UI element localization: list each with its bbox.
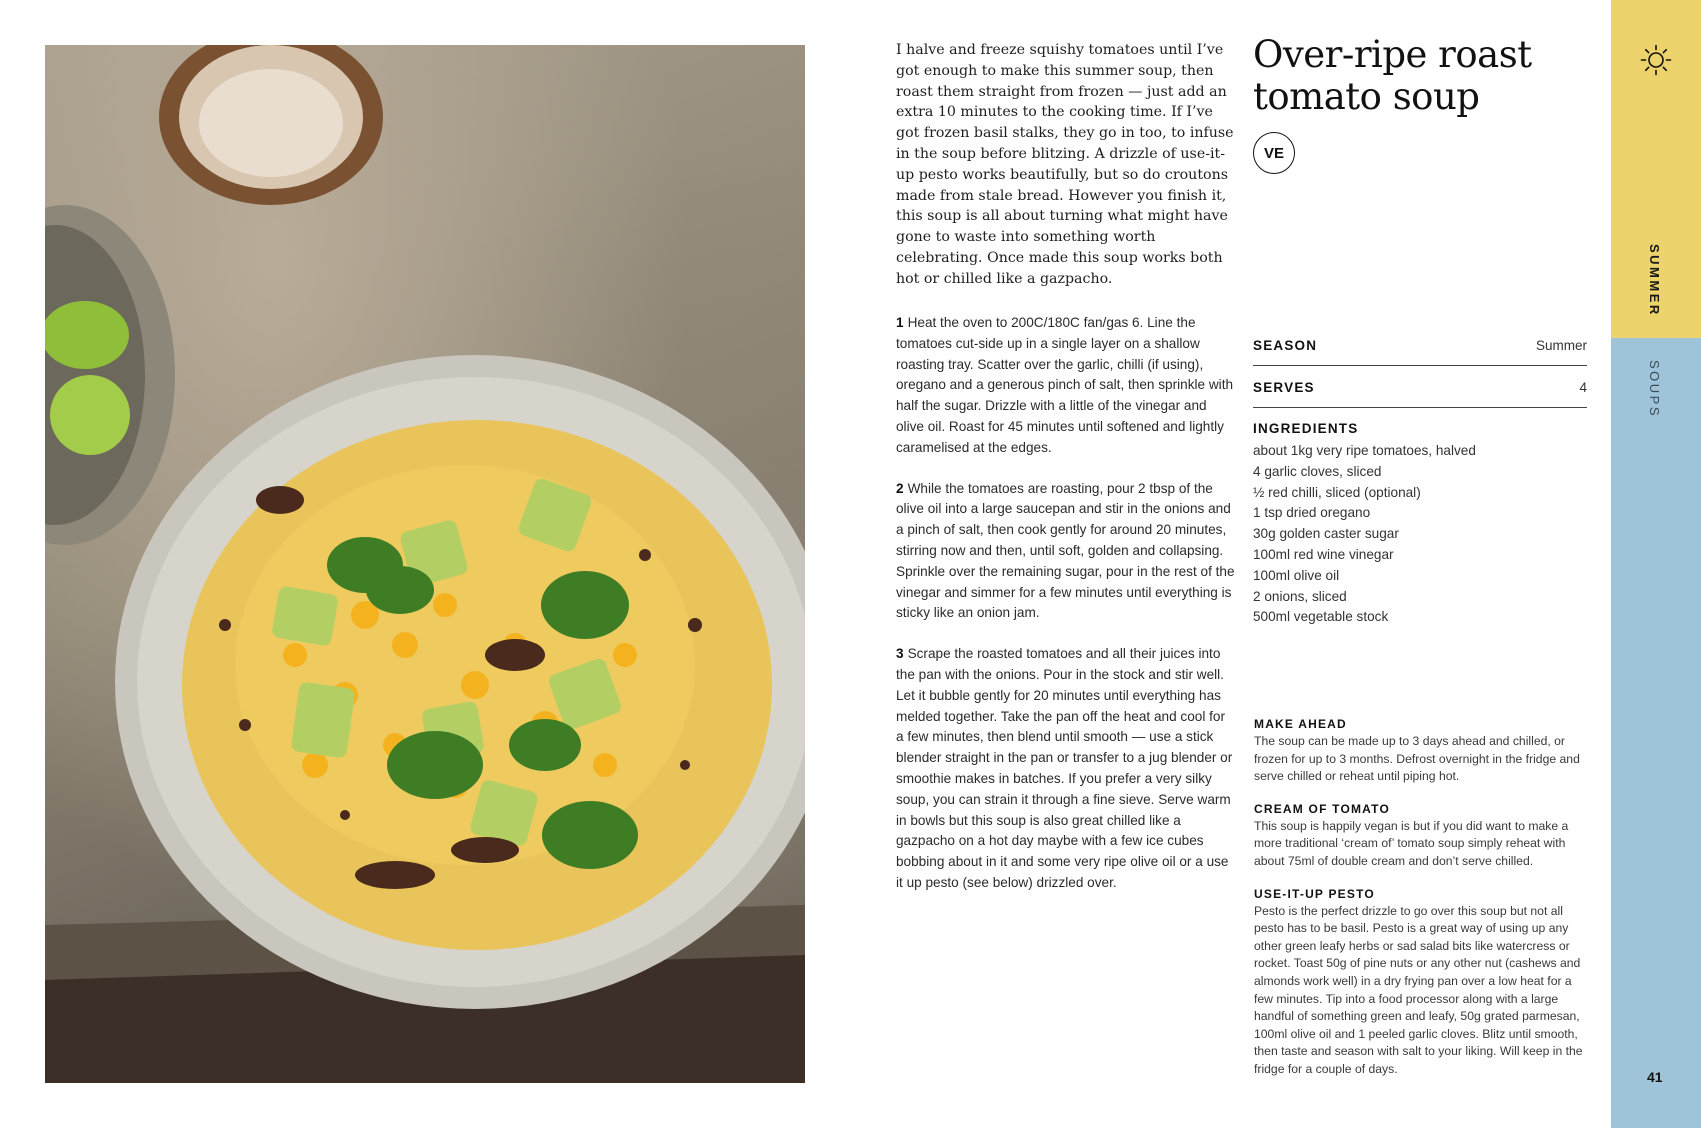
- ingredient-item: 30g golden caster sugar: [1253, 526, 1399, 542]
- step-number: 2: [896, 480, 904, 496]
- page-number: 41: [1647, 1069, 1663, 1085]
- ingredient-item: 1 tsp dried oregano: [1253, 505, 1371, 521]
- method-step: [896, 479, 1236, 625]
- sun-icon: [1640, 44, 1672, 76]
- ingredient-item: about 1kg very ripe tomatoes, halved: [1253, 443, 1476, 458]
- recipe-title: Over-ripe roast tomato soup: [1253, 33, 1532, 118]
- note-heading: MAKE AHEAD: [1254, 717, 1347, 731]
- step-text: Heat the oven to 200C/180C fan/gas 6. Line the tomatoes cut-side up in a single layer on a shallow roasting tray. Scatter over the garlic, chilli (if using), oregano and a generous pinch of salt, then sprinkle with half the sugar. Drizzle with a little of the vinegar and olive oil. Roast for 45 minutes until softened and lightly caramelised at the edges.: [896, 315, 1234, 455]
- vegan-badge: VE: [1253, 132, 1295, 174]
- ingredient-item: 100ml red wine vinegar: [1253, 546, 1394, 562]
- method-steps: [896, 313, 1236, 914]
- season-label: SEASON: [1253, 338, 1318, 353]
- ingredient-item: 500ml vegetable stock: [1253, 609, 1389, 625]
- ingredient-item: 2 onions, sliced: [1253, 588, 1347, 604]
- ingredient-item: ½ red chilli, sliced (optional): [1253, 484, 1421, 500]
- recipe-notes: [1254, 717, 1588, 1095]
- bowl-of-soup-photo: [45, 45, 805, 1083]
- note-use-it-up-pesto: [1254, 887, 1588, 1079]
- section-tab-label: SOUPS: [1647, 360, 1662, 419]
- step-number: 1: [896, 315, 904, 330]
- serves-label: SERVES: [1253, 380, 1315, 395]
- note-body: This soup is happily vegan is but if you did want to make a more traditional ‘cream of’ tomato soup simply reheat with about 75ml of double cream and don’t serve chilled.: [1254, 818, 1569, 868]
- intro-paragraph: I halve and freeze squishy tomatoes until I’ve got enough to make this summer soup, then roast them straight from frozen — just add an extra 10 minutes to the cooking time. If I’ve got frozen basil stalks, they go in too, to infuse in the soup before blitzing. A drizzle of use-it-up pesto works beautifully, but so do croutons made from stale bread. However you finish it, this soup is all about turning what might have gone to waste into something worth celebrating. Once made this soup works both hot or chilled like a gazpacho.: [896, 42, 1234, 287]
- season-value: Summer: [1535, 338, 1587, 353]
- season-tab-label: SUMMER: [1647, 244, 1662, 317]
- note-body: The soup can be made up to 3 days ahead and chilled, or frozen for up to 3 months. Defrost overnight in the fridge and serve chilled or reheat until piping hot.: [1254, 734, 1580, 784]
- serves-value: 4: [1579, 380, 1587, 395]
- ingredients-list: [1253, 441, 1476, 628]
- method-step: [896, 644, 1236, 894]
- ingredient-item: 100ml olive oil: [1253, 567, 1340, 583]
- ingredients-heading: INGREDIENTS: [1253, 421, 1359, 436]
- step-text: Scrape the roasted tomatoes and all their juices into the pan with the onions. Pour in the stock and stir well. Let it bubble gently for 20 minutes until everything has melded together. Take the pan off the heat and cool for a few minutes, then blend until smooth — use a stick blender straight in the pan or transfer to a jug blender or smoothie makes in batches. If you prefer a very silky soup, you can strain it through a fine sieve. Serve warm in bowls but this soup is also great chilled like a gazpacho on a hot day maybe with a few ice cubes bobbing about in it and some very ripe olive oil or a use it up pesto (see below) drizzled over.: [896, 646, 1233, 890]
- note-cream-of-tomato: [1254, 802, 1588, 871]
- note-body: Pesto is the perfect drizzle to go over this soup but not all pesto has to be basil. Pesto is a great way of using up any other green leafy herbs or sad salad bits like watercress or rocket. Toast 50g of pine nuts or any other nut (cashews and almonds work well) in a dry frying pan over a low heat for a few minutes. Tip into a food processor along with a large handful of something green and leafy, 50g grated parmesan, 100ml olive oil and 1 peeled garlic cloves. Blitz until smooth, then taste and season with salt to your liking. Will keep in the fridge for a couple of days.: [1254, 903, 1583, 1076]
- method-step: [896, 313, 1236, 459]
- step-number: 3: [896, 646, 904, 662]
- step-text: While the tomatoes are roasting, pour 2 tbsp of the olive oil into a large saucepan and stir in the onions and a pinch of salt, then cook gently for around 20 minutes, stirring now and then, until soft, golden and collapsing. Sprinkle over the remaining sugar, pour in the rest of the vinegar and simmer for a few minutes until everything is sticky like an onion jam.: [896, 480, 1235, 621]
- note-heading: USE-IT-UP PESTO: [1254, 886, 1375, 901]
- section-tab: [1611, 338, 1701, 1128]
- note-heading: CREAM OF TOMATO: [1254, 801, 1390, 816]
- ingredient-item: 4 garlic cloves, sliced: [1253, 463, 1382, 479]
- season-row: [1253, 326, 1587, 366]
- serves-row: [1253, 368, 1587, 408]
- note-make-ahead: [1254, 717, 1588, 786]
